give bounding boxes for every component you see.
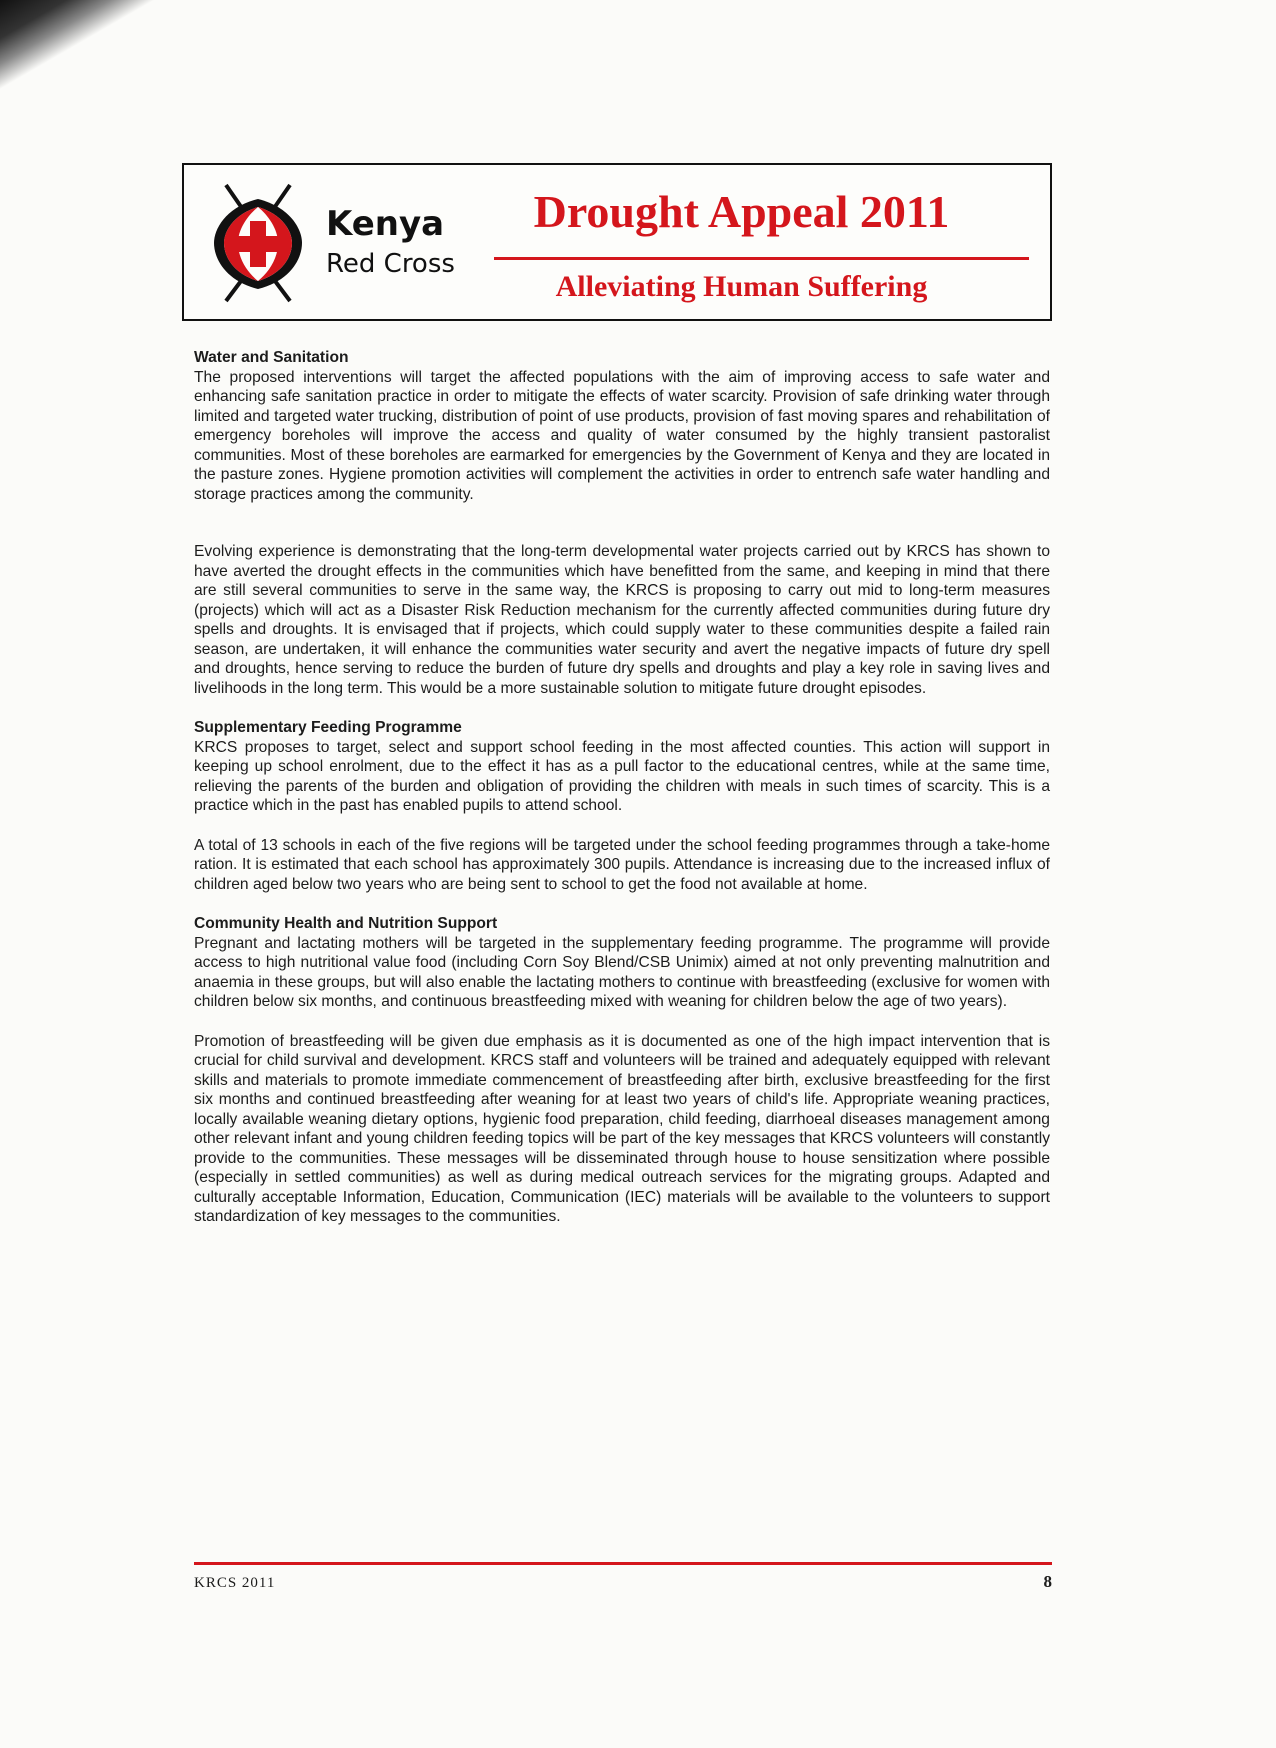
section-heading: Supplementary Feeding Programme <box>194 719 462 736</box>
footer-org-year: KRCS 2011 <box>194 1575 276 1591</box>
appeal-tagline: Alleviating Human Suffering <box>555 270 928 303</box>
paragraph: A total of 13 schools in each of the five regions will be targeted under the school feeding programmes through a take-home ration. It is estimated that each school has approximately 300 pupils. Attendance is increasing due to the increased influx of children aged below two years who are being sent to school to get the food not available at home. <box>194 836 1050 893</box>
scan-corner-shadow <box>0 0 160 120</box>
appeal-title: Drought Appeal 2011 <box>533 186 950 237</box>
title-divider <box>494 257 1029 260</box>
section-heading: Community Health and Nutrition Support <box>194 915 498 932</box>
page-number: 8 <box>1043 1572 1052 1591</box>
paragraph: KRCS proposes to target, select and support school feeding in the most affected counties. This action will support in keeping up school enrolment, due to the effect it has as a pull factor to the educational centres, while at the same time, relieving the parents of the burden and obligation of providing the children with meals in such times of scarcity. This is a practice which in the past has enabled pupils to attend school. <box>194 738 1050 814</box>
footer-divider <box>194 1562 1052 1565</box>
org-subname: Red Cross <box>326 249 455 279</box>
kenya-red-cross-shield-icon <box>204 177 312 309</box>
org-name: Kenya <box>326 204 445 244</box>
paragraph: Evolving experience is demonstrating that the long-term developmental water projects carried out by KRCS has shown to have averted the drought effects in the communities which have benefitted from the same, and keeping in mind that there are still several communities to serve in the same way, the KRCS is proposing to carry out mid to long-term measures (projects) which will act as a Disaster Risk Reduction mechanism for the currently affected communities during future dry spells and droughts. It is envisaged that if projects, which could supply water to these communities despite a failed rain season, are undertaken, it will enhance the communities water security and avert the negative impacts of future dry spell and droughts, hence serving to reduce the burden of future dry spells and droughts and play a key role in saving lives and livelihoods in the long term. This would be a more sustainable solution to mitigate future drought episodes. <box>194 543 1050 697</box>
paragraph: The proposed interventions will target the affected populations with the aim of improving access to safe water and enhancing safe sanitation practice in order to mitigate the effects of water scarcity. Provision of safe drinking water through limited and targeted water trucking, distribution of point of use products, provision of fast moving spares and rehabilitation of emergency boreholes will improve the access and quality of water consumed by the highly transient pastoralist communities. Most of these boreholes are earmarked for emergencies by the Government of Kenya and they are located in the pasture zones. Hygiene promotion activities will complement the activities in order to entrench safe water handling and storage practices among the community. <box>194 368 1050 503</box>
paragraph: Pregnant and lactating mothers will be targeted in the supplementary feeding programme. The programme will provide access to high nutritional value food (including Corn Soy Blend/CSB Unimix) aimed at not only preventing malnutrition and anaemia in these groups, but will also enable the lactating mothers to continue with breastfeeding (exclusive for women with children below six months, and continuous breastfeeding mixed with weaning for children below the age of two years). <box>194 934 1050 1010</box>
header-banner <box>182 163 1052 321</box>
document-body <box>194 348 1050 1227</box>
section-heading: Water and Sanitation <box>194 349 349 366</box>
paragraph: Promotion of breastfeeding will be given due emphasis as it is documented as one of the high impact intervention that is crucial for child survival and development. KRCS staff and volunteers will be trained and adequately equipped with relevant skills and materials to promote immediate commencement of breastfeeding after birth, exclusive breastfeeding for the first six months and continued breastfeeding after weaning for at least two years of child's life. Appropriate weaning practices, locally available weaning dietary options, hygienic food preparation, child feeding, diarrhoeal diseases management among other relevant infant and young children feeding topics will be part of the key messages that KRCS volunteers will constantly provide to the communities. These messages will be disseminated through house to house sensitization where possible (especially in settled communities) as well as during medical outreach services for the migrating groups. Adapted and culturally acceptable Information, Education, Communication (IEC) materials will be available to the volunteers to support standardization of key messages to the communities. <box>194 1032 1050 1225</box>
